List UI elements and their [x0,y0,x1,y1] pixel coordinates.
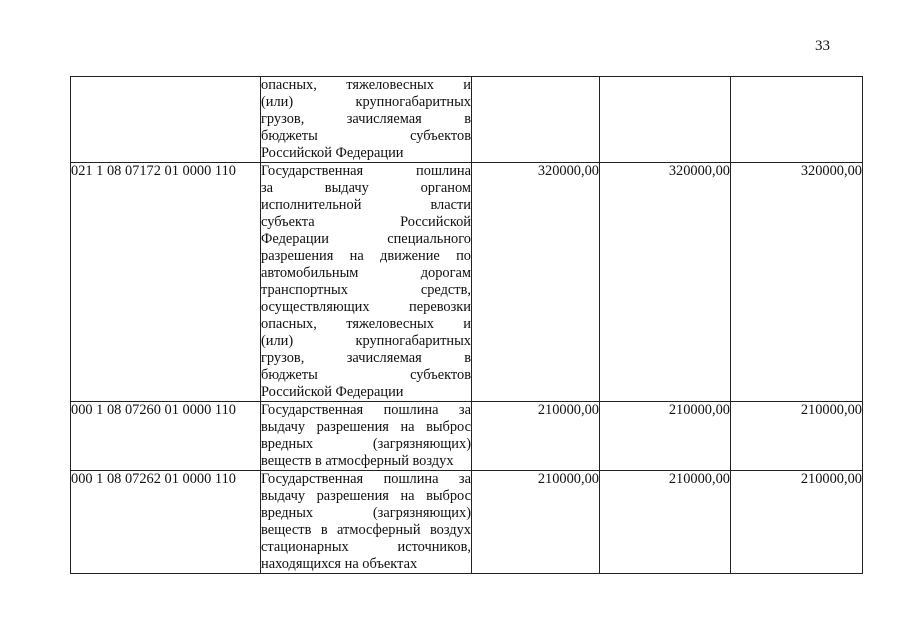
description-line: автомобильным дорогам [261,265,471,281]
row-amount-col5-cell: 210000,00 [731,471,863,574]
description-line: опасных, тяжеловесных и [261,316,471,332]
description-line: за выдачу органом [261,180,471,196]
revenue-table [70,76,863,574]
row-code-cell: 000 1 08 07262 01 0000 110 [71,471,261,574]
row-amount-col4-cell: 210000,00 [600,402,731,471]
description-line: разрешения на движение по [261,248,471,264]
description-line: Государственная пошлина за [261,402,471,418]
row-amount-col3-cell: 320000,00 [472,163,600,402]
row-description-cell [261,163,472,402]
description-line: Российской Федерации [261,384,404,400]
description-line: Государственная пошлина [261,163,471,179]
row-amount-col3-cell: 210000,00 [472,471,600,574]
row-description-cell [261,471,472,574]
description-line: (или) крупногабаритных [261,333,471,349]
table-row [71,402,863,471]
description-line: вредных (загрязняющих) [261,505,471,521]
description-line: стационарных источников, [261,539,471,555]
table-row [71,77,863,163]
row-amount-col4-cell: 210000,00 [600,471,731,574]
row-code-cell: 021 1 08 07172 01 0000 110 [71,163,261,402]
description-line: бюджеты субъектов [261,367,471,383]
row-amount-col5-cell: 210000,00 [731,402,863,471]
description-line: веществ в атмосферный воздух [261,453,454,469]
row-amount-col3-cell: 210000,00 [472,402,600,471]
description-line: бюджеты субъектов [261,128,471,144]
row-amount-col5-cell [731,77,863,163]
description-line: находящихся на объектах [261,556,418,572]
description-line: грузов, зачисляемая в [261,350,471,366]
row-description-cell [261,402,472,471]
row-code-cell: 000 1 08 07260 01 0000 110 [71,402,261,471]
page-number: 33 [815,38,830,54]
description-line: грузов, зачисляемая в [261,111,471,127]
row-amount-col5-cell: 320000,00 [731,163,863,402]
description-line: опасных, тяжеловесных и [261,77,471,93]
description-line: (или) крупногабаритных [261,94,471,110]
row-amount-col4-cell: 320000,00 [600,163,731,402]
row-code-cell [71,77,261,163]
description-line: выдачу разрешения на выброс [261,488,471,504]
description-line: Федерации специального [261,231,471,247]
description-line: выдачу разрешения на выброс [261,419,471,435]
description-line: Российской Федерации [261,145,404,161]
row-amount-col4-cell [600,77,731,163]
description-line: субъекта Российской [261,214,471,230]
description-line: исполнительной власти [261,197,471,213]
description-line: вредных (загрязняющих) [261,436,471,452]
description-line: веществ в атмосферный воздух [261,522,471,538]
row-amount-col3-cell [472,77,600,163]
description-line: транспортных средств, [261,282,471,298]
table-row [71,163,863,402]
description-line: Государственная пошлина за [261,471,471,487]
table-row [71,471,863,574]
row-description-cell [261,77,472,163]
description-line: осуществляющих перевозки [261,299,471,315]
